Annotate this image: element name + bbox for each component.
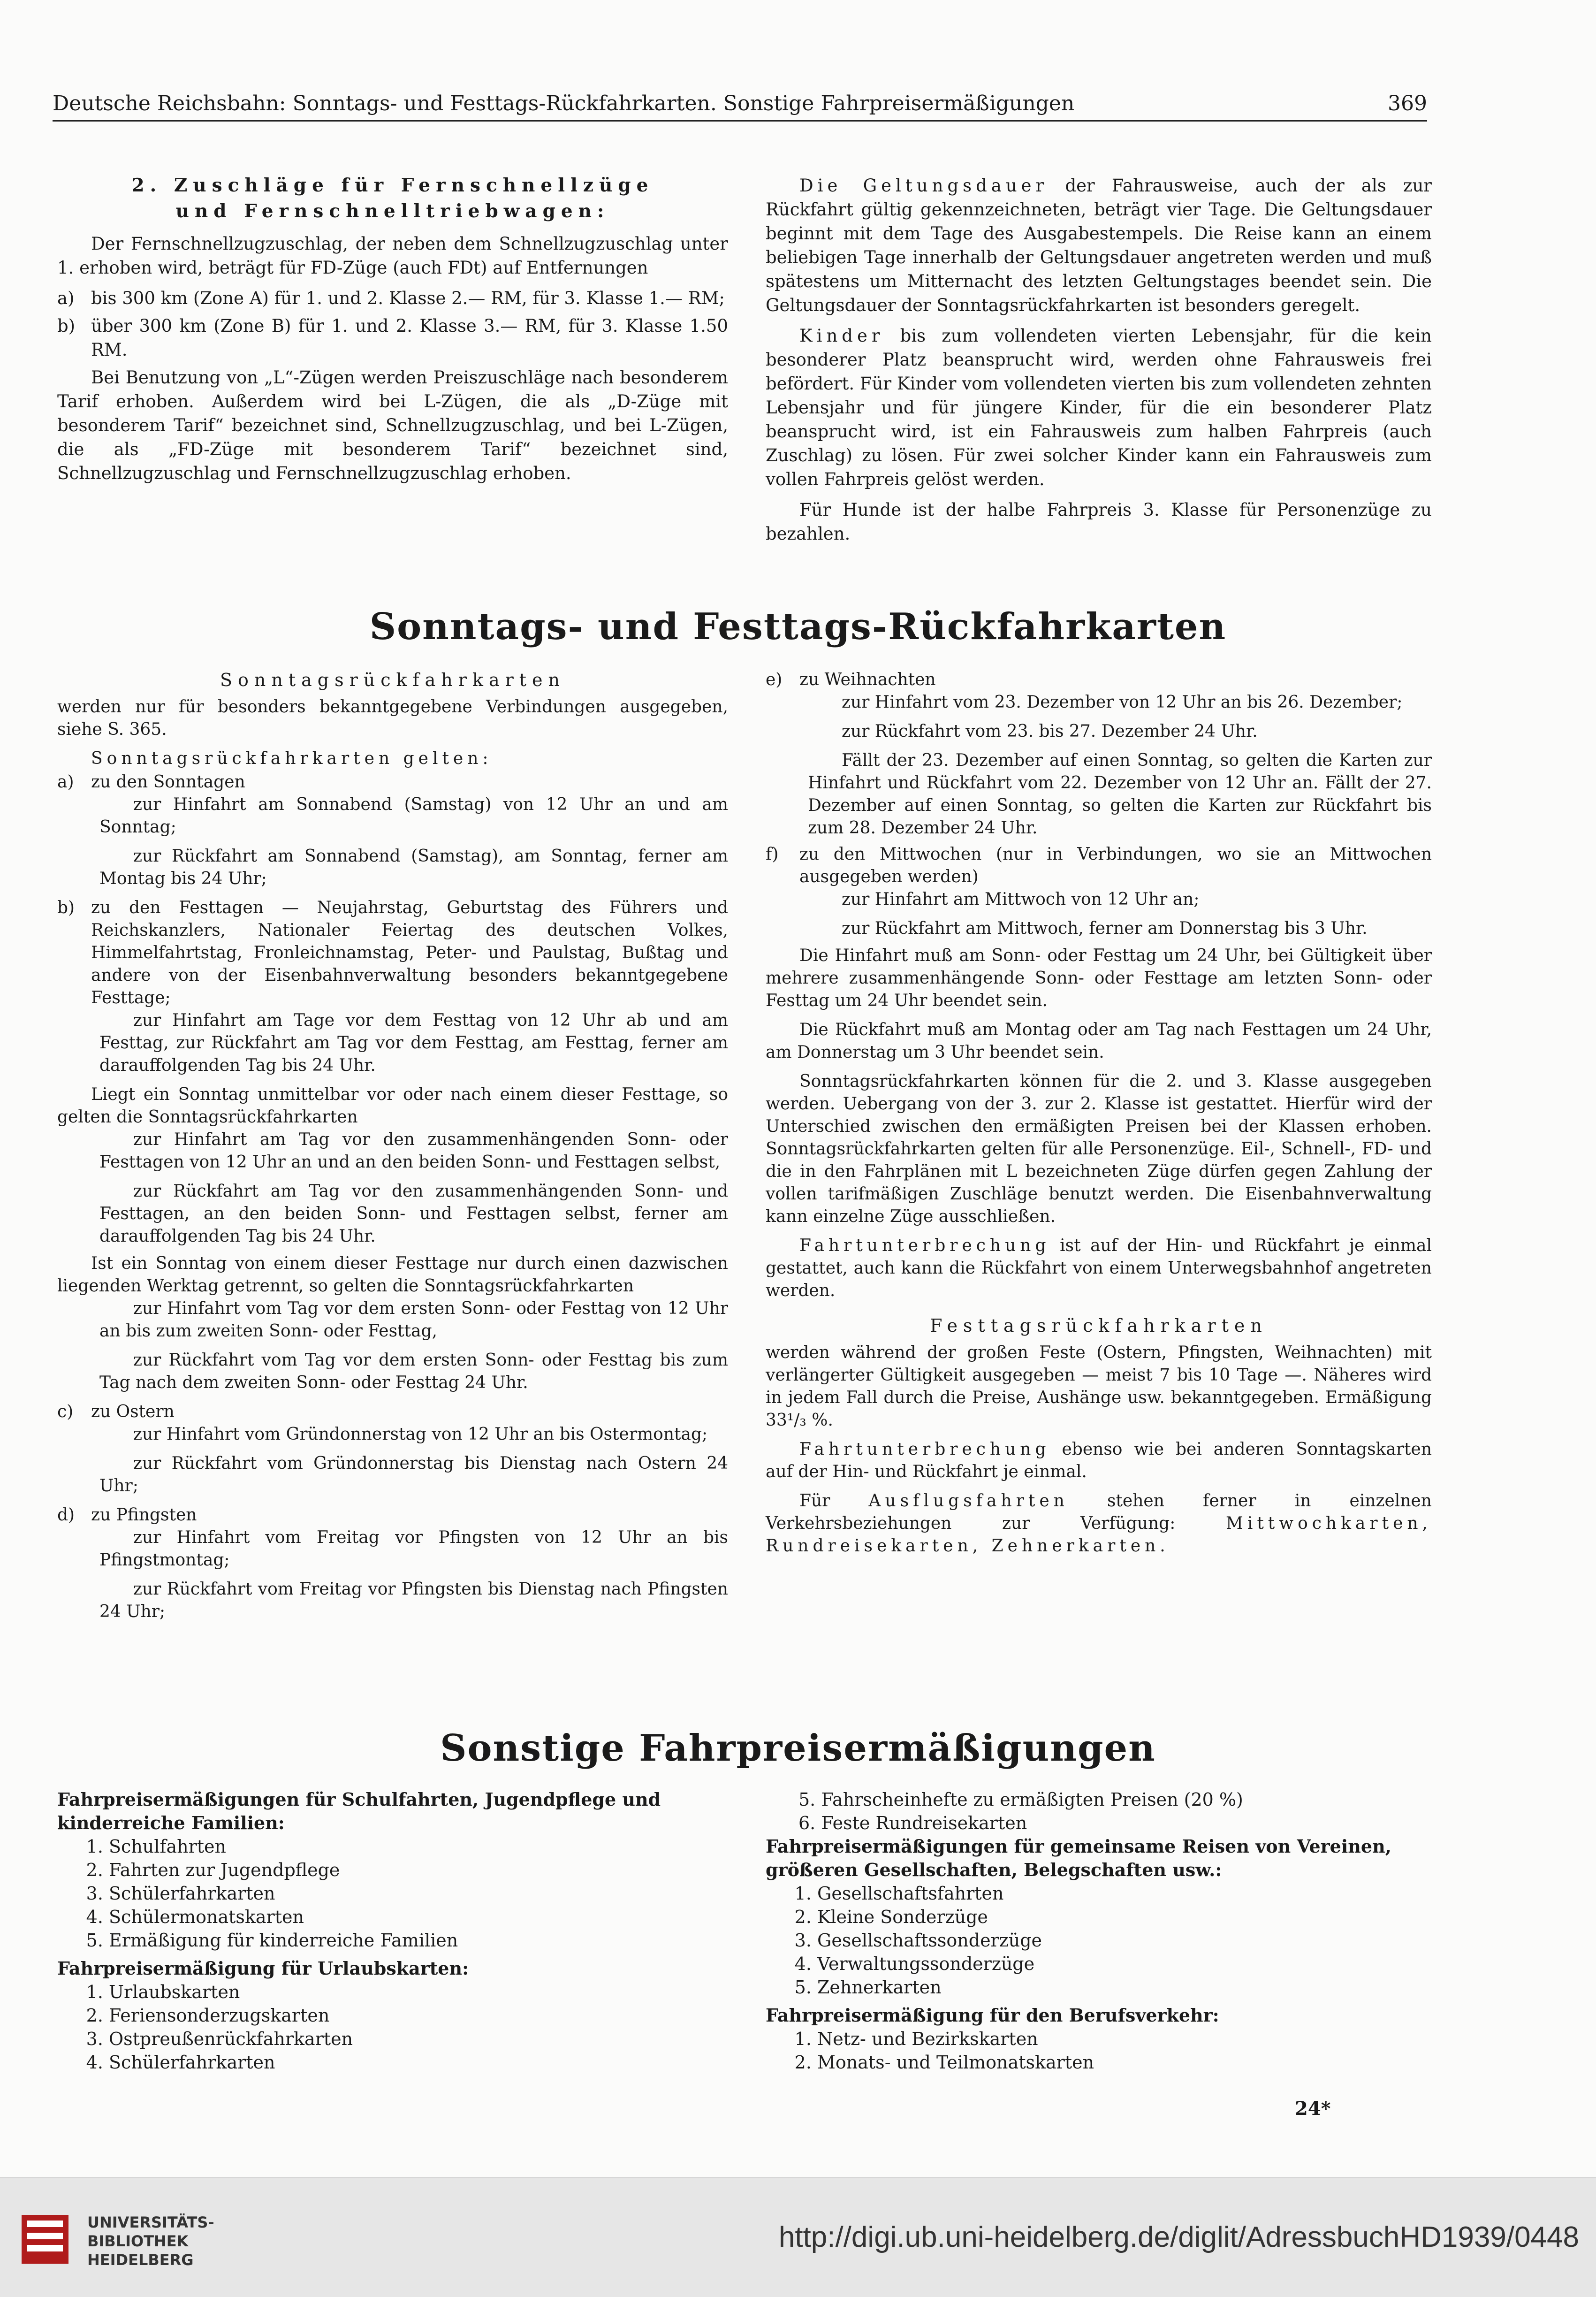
paragraph-text: bis zum vollendeten vierten Lebensjahr, für die kein besonderer Platz beansprucht wird, werden ohne Fahrausweis frei befördert. Für Kinder vom vollendeten vierten bis zum vollendeten zehnten Lebensjahr und für jüngere Kinder, für die ein besonderer Platz beansprucht wird, ist ein Fahrausweis zum halben Fahrpreis (auch Zuschlag) zu lösen. Für zwei solcher Kinder kann ein Fahrausweis zum vollen Fahrpreis gelöst werden. <box>766 326 1432 489</box>
paragraph-text: Für <box>799 1491 869 1511</box>
l-zuege-paragraph: Bei Benutzung von „L“-Zügen werden Preiszuschläge nach besonderem Tarif erhoben. Außerdem wird bei L-Zügen, die als „D-Züge mit besonderem Tarif“ bezeichnet sind, Schnellzugzuschlag, und bei L-Zügen, die als „FD-Züge mit besonderem Tarif“ bezeichnet sind, Schnellzugzuschlag und Fernschnellzugzuschlag erhoben. <box>57 367 728 483</box>
rule-line: zur Rückfahrt am Tag vor den zusammenhängenden Sonn- und Festtagen, an den beiden Sonn- und Festtagen selbst, ferner am darauffolgenden Tag bis 24 Uhr. <box>99 1182 728 1246</box>
list-heading: Fahrpreisermäßigung für Urlaubskarten: <box>57 1958 469 1979</box>
list-item: 2. Feriensonderzugskarten <box>109 2004 728 2027</box>
hunde-paragraph <box>766 498 1432 546</box>
gelten-heading: Sonntagsrückfahrkarten gelten: <box>91 749 493 768</box>
university-logo-icon <box>17 2211 73 2267</box>
festtagsrueckfahrkarten-subtitle: Festtagsrückfahrkarten <box>930 1315 1268 1336</box>
item-text: zu den Sonntagen <box>91 772 245 792</box>
page-number: 369 <box>1388 92 1427 115</box>
rule-line: zur Hinfahrt vom Tag vor dem ersten Sonn- oder Festtag von 12 Uhr an bis zum zweiten Sonn- oder Festtag, <box>99 1299 728 1341</box>
numbered-list <box>766 2027 1432 2074</box>
spaced-term: Mittwochkarten, Rundreisekarten, Zehnerkarten. <box>766 1514 1432 1556</box>
list-item: 1. Schulfahrten <box>109 1835 728 1858</box>
list-item: 3. Ostpreußenrückfahrkarten <box>109 2027 728 2051</box>
list-item: 3. Schülerfahrkarten <box>109 1882 728 1905</box>
rule-line: zur Hinfahrt am Tage vor dem Festtag von 12 Uhr ab und am Festtag, zur Rückfahrt am Tag vor dem Festtag, am Festtag, ferner am darauffolgenden Tag bis 24 Uhr. <box>99 1011 728 1075</box>
item-text: zu Weihnachten <box>799 670 936 689</box>
rule-line: zur Rückfahrt vom Freitag vor Pfingsten bis Dienstag nach Pfingsten 24 Uhr; <box>99 1580 728 1621</box>
paragraph: Sonntagsrückfahrkarten können für die 2. und 3. Klasse ausgegeben werden. Uebergang von der 3. zur 2. Klasse ist gestattet. Hierfür wird der Unterschied zwischen den ermäßigten Preisen bei der Klassen erhoben. Sonntagsrückfahrkarten gelten für alle Personenzüge. Eil-, Schnell-, FD- und die in den Fahrplänen mit L bezeichneten Züge dürfen gegen Zahlung der vollen tarifmäßigen Zuschläge benutzt werden. Die Eisenbahnverwaltung kann einzelne Züge ausschließen. <box>766 1072 1432 1226</box>
bottom-right-list <box>766 1788 1432 2079</box>
list-line: 6. Feste Rundreisekarten <box>798 1813 1027 1833</box>
rule-line: zur Rückfahrt vom 23. bis 27. Dezember 24 Uhr. <box>842 722 1258 741</box>
rule-line: Fällt der 23. Dezember auf einen Sonntag, so gelten die Karten zur Hinfahrt und Rückfahrt vom 22. Dezember von 12 Uhr an. Fällt der 27. Dezember auf einen Sonntag, so gelten die Karten zur Rückfahrt bis zum 28. Dezember 24 Uhr. <box>808 751 1432 838</box>
library-line: BIBLIOTHEK <box>87 2232 189 2250</box>
list-item <box>57 1401 728 1423</box>
paragraph-text: stehen ferner in einzelnen Verkehrsbeziehungen zur Verfügung: <box>766 1491 1432 1533</box>
item-marker: a) <box>57 288 75 308</box>
top-left-column <box>57 174 728 492</box>
list-item <box>766 843 1432 888</box>
mid-left-column <box>57 669 728 1630</box>
spaced-term: Ausflugsfahrten <box>868 1491 1069 1511</box>
rule-line: zur Hinfahrt am Mittwoch von 12 Uhr an; <box>842 890 1200 909</box>
library-name <box>87 2213 214 2269</box>
running-title: Deutsche Reichsbahn: Sonntags- und Festtags-Rückfahrkarten. Sonstige Fahrpreisermäßigungen <box>53 92 1075 115</box>
paragraph <box>766 1438 1432 1483</box>
item-text: zu Pfingsten <box>91 1505 197 1525</box>
spaced-term: Fahrtunterbrechung <box>799 1440 1050 1459</box>
item-text: über 300 km (Zone B) für 1. und 2. Klasse 3.— RM, für 3. Klasse 1.50 RM. <box>91 316 728 360</box>
item-marker: c) <box>57 1402 74 1421</box>
zuschlaege-intro: Der Fernschnellzugzuschlag, der neben dem Schnellzugzuschlag unter 1. erhoben wird, beträgt für FD-Züge (auch FDt) auf Entfernungen <box>57 234 728 278</box>
list-heading: Fahrpreisermäßigungen für gemeinsame Reisen von Vereinen, größeren Gesellschaften, Belegschaften usw.: <box>766 1836 1391 1880</box>
rule-line: zur Hinfahrt am Sonnabend (Samstag) von 12 Uhr an und am Sonntag; <box>99 795 728 837</box>
library-line: UNIVERSITÄTS- <box>87 2213 214 2231</box>
list-line: 5. Fahrscheinhefte zu ermäßigten Preisen (20 %) <box>798 1789 1243 1810</box>
rule-line: zur Rückfahrt am Mittwoch, ferner am Donnerstag bis 3 Uhr. <box>842 919 1368 938</box>
permalink-url[interactable]: http://digi.ub.uni-heidelberg.de/diglit/AdressbuchHD1939/0448 <box>778 2221 1579 2253</box>
zuschlaege-title-line2: und Fernschnelltriebwagen: <box>175 200 610 222</box>
rule-line: zur Hinfahrt vom Freitag vor Pfingsten von 12 Uhr an bis Pfingstmontag; <box>99 1528 728 1570</box>
running-header <box>53 87 1427 122</box>
paragraph: werden während der großen Feste (Ostern, Pfingsten, Weihnachten) mit verlängerter Gültigkeit ausgegeben — meist 7 bis 10 Tage —. Näheres wird in jedem Fall durch die Preise, Aushänge usw. bekanntgegeben. Ermäßigung 33¹/₃ %. <box>766 1343 1432 1430</box>
list-item: 1. Urlaubskarten <box>109 1980 728 2004</box>
paragraph: Die Rückfahrt muß am Montag oder am Tag nach Festtagen um 24 Uhr, am Donnerstag um 3 Uhr beendet sein. <box>766 1020 1432 1062</box>
list-heading: Fahrpreisermäßigungen für Schulfahrten, Jugendpflege und kinderreiche Familien: <box>57 1789 661 1833</box>
kinder-paragraph <box>766 324 1432 491</box>
spaced-term: Die Geltungsdauer <box>799 176 1049 196</box>
paragraph: Die Hinfahrt muß am Sonn- oder Festtag um 24 Uhr, bei Gültigkeit über mehrere zusammenhängende Sonn- oder Festtage am letzten Sonn- oder Festtag um 24 Uhr beendet sein. <box>766 946 1432 1010</box>
list-item <box>57 1504 728 1526</box>
list-item: 2. Monats- und Teilmonatskarten <box>817 2051 1432 2074</box>
list-item <box>57 286 728 310</box>
section-title-rueckfahrkarten: Sonntags- und Festtags-Rückfahrkarten <box>369 605 1227 648</box>
spaced-term: Fahrtunterbrechung <box>799 1236 1050 1255</box>
numbered-list <box>766 1882 1432 1999</box>
list-item <box>57 314 728 362</box>
list-item: 4. Schülermonatskarten <box>109 1905 728 1929</box>
paragraph: Liegt ein Sonntag unmittelbar vor oder nach einem dieser Festtage, so gelten die Sonntagsrückfahrkarten <box>57 1085 728 1127</box>
item-marker: b) <box>57 316 76 336</box>
list-item: 1. Gesellschaftsfahrten <box>817 1882 1432 1905</box>
zuschlaege-title-line1: 2. Zuschläge für Fernschnellzüge <box>131 175 654 196</box>
paragraph: Ist ein Sonntag von einem dieser Festtage nur durch einen dazwischen liegenden Werktag getrennt, so gelten die Sonntagsrückfahrkarten <box>57 1254 728 1296</box>
paragraph-text: ebenso wie bei anderen Sonntagskarten auf der Hin- und Rückfahrt je einmal. <box>766 1440 1432 1481</box>
item-marker: b) <box>57 898 75 917</box>
item-marker: e) <box>766 670 783 689</box>
list-item: 5. Ermäßigung für kinderreiche Familien <box>109 1929 728 1952</box>
rule-line: zur Rückfahrt vom Gründonnerstag bis Dienstag nach Ostern 24 Uhr; <box>99 1454 728 1496</box>
paragraph-text: ist auf der Hin- und Rückfahrt je einmal gestattet, auch kann die Rückfahrt von einem Unterwegsbahnhof angetreten werden. <box>766 1236 1432 1300</box>
mid-right-column <box>766 669 1432 1564</box>
list-item <box>766 669 1432 691</box>
section-title-fahrpreisermaessigungen: Sonstige Fahrpreisermäßigungen <box>440 1727 1156 1770</box>
list-heading: Fahrpreisermäßigung für den Berufsverkehr: <box>766 2005 1219 2026</box>
intro-paragraph: werden nur für besonders bekanntgegebene Verbindungen ausgegeben, siehe S. 365. <box>57 697 728 739</box>
numbered-list <box>57 1980 728 2074</box>
top-right-column <box>766 174 1432 552</box>
item-marker: a) <box>57 772 74 792</box>
rule-line: zur Rückfahrt vom Tag vor dem ersten Sonn- oder Festtag bis zum Tag nach dem zweiten Sonn- oder Festtag 24 Uhr. <box>99 1351 728 1392</box>
item-text: zu Ostern <box>91 1402 175 1421</box>
item-marker: f) <box>766 845 779 864</box>
spaced-term: Kinder <box>799 326 884 346</box>
paragraph-text: der Fahrausweise, auch der als zur Rückfahrt gültig gekennzeichneten, beträgt vier Tage. Die Geltungsdauer beginnt mit dem Tage des Ausgabestempels. Die Reise kann an einem beliebigen Tage innerhalb der Geltungsdauer angetreten werden und muß spätestens um Mitternacht des letzten Geltungstages beendet sein. Die Geltungsdauer der Sonntagsrückfahrkarten ist besonders geregelt. <box>766 176 1432 315</box>
numbered-list <box>57 1835 728 1952</box>
list-item: 5. Zehnerkarten <box>817 1976 1432 1999</box>
signature-mark: 24* <box>1295 2098 1331 2120</box>
sonntagsrueckfahrkarten-subtitle: Sonntagsrückfahrkarten <box>220 670 565 690</box>
list-item: 4. Schülerfahrkarten <box>109 2051 728 2074</box>
list-item <box>57 771 728 794</box>
viewer-footer <box>0 2177 1596 2297</box>
list-item <box>57 897 728 1009</box>
item-marker: d) <box>57 1505 75 1525</box>
library-line: HEIDELBERG <box>87 2251 194 2269</box>
rule-line: zur Hinfahrt vom Gründonnerstag von 12 Uhr an bis Ostermontag; <box>133 1425 708 1444</box>
item-text: bis 300 km (Zone A) für 1. und 2. Klasse 2.— RM, für 3. Klasse 1.— RM; <box>91 288 725 308</box>
paragraph <box>766 1490 1432 1557</box>
rule-line: zur Hinfahrt am Tag vor den zusammenhängenden Sonn- oder Festtagen von 12 Uhr an und an den beiden Sonn- und Festtagen selbst, <box>99 1130 728 1172</box>
spaced-term: Für Hunde <box>799 500 902 520</box>
paragraph <box>766 1235 1432 1302</box>
rule-line: zur Rückfahrt am Sonnabend (Samstag), am Sonntag, ferner am Montag bis 24 Uhr; <box>99 847 728 888</box>
geltungsdauer-paragraph <box>766 174 1432 317</box>
list-item: 1. Netz- und Bezirkskarten <box>817 2027 1432 2051</box>
item-text: zu den Mittwochen (nur in Verbindungen, wo sie an Mittwochen ausgegeben werden) <box>799 845 1432 886</box>
paragraph-text: ist der halbe Fahrpreis 3. Klasse für Personenzüge zu bezahlen. <box>766 500 1432 544</box>
list-item: 4. Verwaltungssonderzüge <box>817 1952 1432 1976</box>
list-item: 2. Kleine Sonderzüge <box>817 1905 1432 1929</box>
bottom-left-list <box>57 1788 728 2079</box>
item-text: zu den Festtagen — Neujahrstag, Geburtstag des Führers und Reichskanzlers, Nationaler Feiertag des deutschen Volkes, Himmelfahrtstag, Fronleichnamstag, Peter- und Paulstag, Bußtag und andere von der Eisenbahnverwaltung besonders bekanntgegebene Festtage; <box>91 898 728 1007</box>
list-item: 2. Fahrten zur Jugendpflege <box>109 1858 728 1882</box>
rule-line: zur Hinfahrt vom 23. Dezember von 12 Uhr an bis 26. Dezember; <box>842 693 1403 712</box>
list-item: 3. Gesellschaftssonderzüge <box>817 1929 1432 1952</box>
